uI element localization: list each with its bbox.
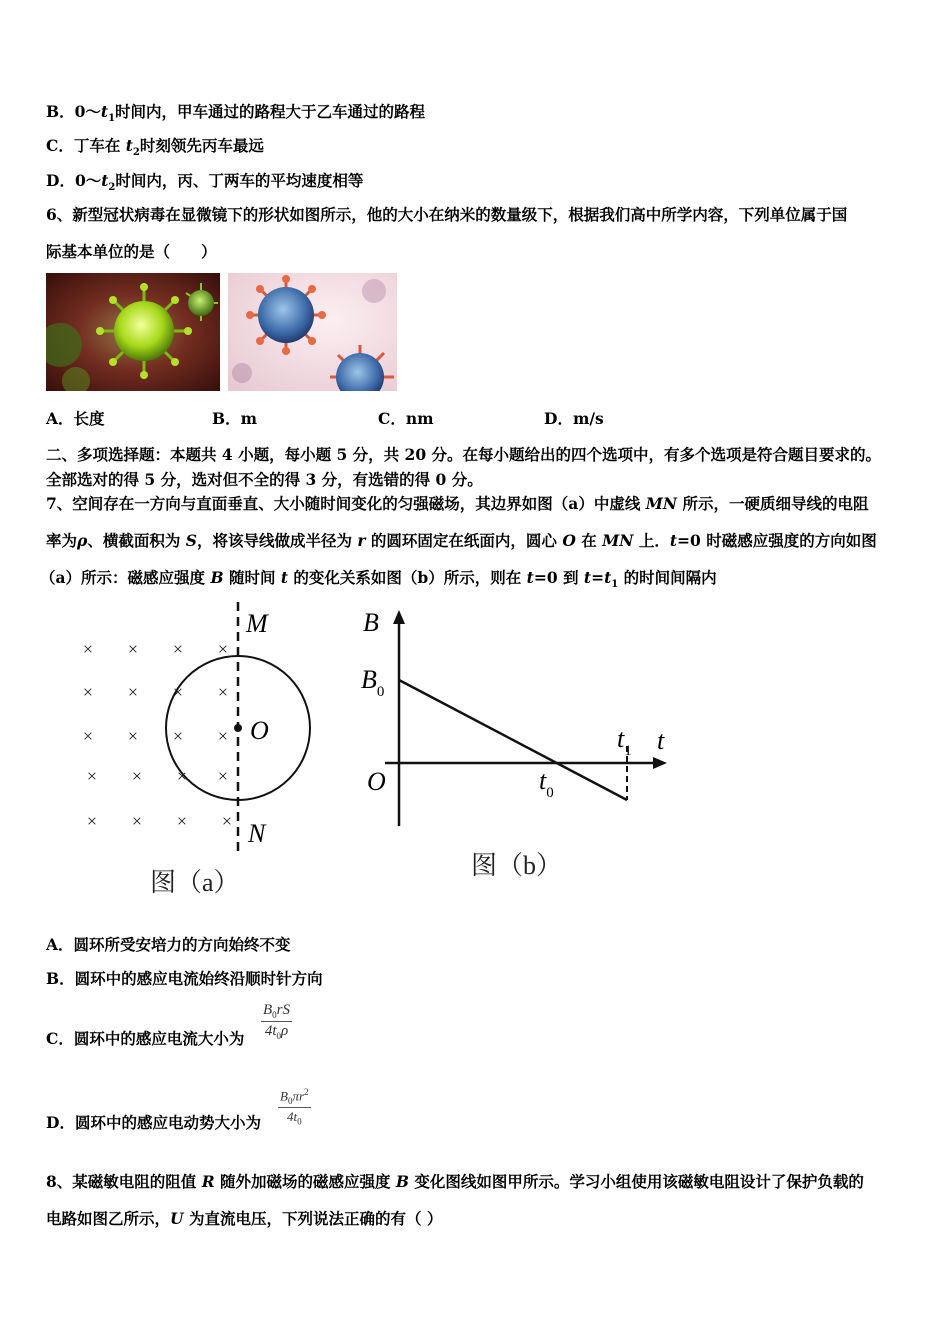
q7-option-d: D．圆环中的感应电动势大小为 — [46, 1113, 261, 1132]
axis-label-t: t — [657, 726, 665, 755]
field-cross-2-3: × — [217, 726, 229, 746]
figure-b-chart — [355, 596, 685, 886]
magnetic-field-crosses — [83, 639, 232, 831]
q6-option-d: D．m/s — [544, 409, 604, 428]
q8-stem-line2: 电路如图乙所示，U 为直流电压，下列说法正确的有（ ） — [46, 1209, 443, 1228]
field-cross-4-3: × — [221, 811, 233, 831]
q6-option-a: A．长度 — [46, 409, 105, 428]
field-cross-2-2: × — [172, 726, 184, 746]
q7-option-d-fraction: $\frac{B_0\pi r^2}{4t_0}$ — [280, 1087, 309, 1127]
tick-label-b0: $B_0$ — [361, 665, 385, 700]
q6-stem-line2: 际基本单位的是（ ） — [46, 242, 217, 261]
field-cross-3-0: × — [86, 766, 98, 786]
field-cross-0-0: × — [82, 639, 94, 659]
q7-stem-line2: 率为ρ、横截面积为 S，将该导线做成半径为 r 的圆环固定在纸面内，圆心 O 在 MN 上．t=0 时磁感应强度的方向如图 — [46, 531, 877, 550]
q7-option-c-fraction: $\frac{B_0rS}{4t_0\rho}$ — [263, 1002, 291, 1041]
field-cross-4-0: × — [86, 811, 98, 831]
figure-a — [60, 596, 320, 906]
q8-stem-line1: 8、某磁敏电阻的阻值 R 随外加磁场的磁感应强度 B 变化图线如图甲所示。学习小组使用该磁敏电阻设计了保护负载的 — [46, 1172, 864, 1191]
y-axis-arrow — [393, 610, 405, 624]
field-cross-3-1: × — [131, 766, 143, 786]
q7-option-a: A．圆环所受安培力的方向始终不变 — [46, 935, 291, 954]
q6-stem-line1: 6、新型冠状病毒在显微镜下的形状如图所示，他的大小在纳米的数量级下，根据我们高中所学内容，下列单位属于国 — [46, 205, 848, 224]
field-cross-4-1: × — [131, 811, 143, 831]
series-b-line — [399, 680, 627, 800]
label-o: O — [250, 716, 269, 745]
virus-photo-blue — [228, 273, 397, 391]
q7-option-c: C．圆环中的感应电流大小为 — [46, 1029, 245, 1048]
q6-option-c: C．nm — [378, 409, 434, 428]
q5-option-b: B．$0\sim t_1$时间内，甲车通过的路程大于乙车通过的路程 — [46, 102, 426, 125]
field-cross-0-2: × — [172, 639, 184, 659]
q5-option-d: D．$0\sim t_2$时间内，丙、丁两车的平均速度相等 — [46, 171, 364, 194]
label-m: M — [246, 609, 268, 638]
field-cross-2-1: × — [127, 726, 139, 746]
field-cross-3-2: × — [176, 766, 188, 786]
q7-option-b: B．圆环中的感应电流始终沿顺时针方向 — [46, 969, 323, 988]
axis-label-b: B — [363, 608, 379, 637]
field-cross-2-0: × — [82, 726, 94, 746]
section2-heading: 二、多项选择题：本题共 4 小题，每小题 5 分，共 20 分。在每小题给出的四个选项中，有多个选项是符合题目要求的。 — [46, 445, 882, 464]
tick-label-t0: $t_0$ — [539, 766, 554, 801]
x-axis-arrow — [653, 757, 667, 769]
field-cross-0-1: × — [127, 639, 139, 659]
q6-option-b: B．m — [212, 409, 258, 428]
q7-stem-line3: （a）所示：磁感应强度 B 随时间 t 的变化关系如图（b）所示，则在 t=0 到 $t=t_1$ 的时间间隔内 — [40, 568, 717, 591]
field-cross-1-1: × — [127, 682, 139, 702]
virus-photo-green — [46, 273, 220, 391]
q7-stem-line1: 7、空间存在一方向与直面垂直、大小随时间变化的匀强磁场，其边界如图（a）中虚线 MN 所示，一硬质细导线的电阻 — [46, 494, 869, 513]
origin-label: O — [367, 767, 386, 796]
field-cross-1-3: × — [217, 682, 229, 702]
tick-label-t1: $t_1$ — [617, 724, 632, 759]
field-cross-4-2: × — [176, 811, 188, 831]
field-cross-0-3: × — [217, 639, 229, 659]
label-n: N — [248, 819, 266, 848]
q5-option-c: C．丁车在 $t_2$时刻领先丙车最远 — [46, 136, 264, 159]
center-point — [234, 724, 242, 732]
field-cross-1-2: × — [172, 682, 184, 702]
caption-a: 图（a） — [150, 868, 240, 897]
section2-scoring: 全部选对的得 5 分，选对但不全的得 3 分，有选错的得 0 分。 — [46, 470, 483, 489]
field-cross-3-3: × — [217, 766, 229, 786]
caption-b: 图（b） — [471, 851, 563, 880]
q6-options — [46, 409, 604, 429]
field-cross-1-0: × — [82, 682, 94, 702]
